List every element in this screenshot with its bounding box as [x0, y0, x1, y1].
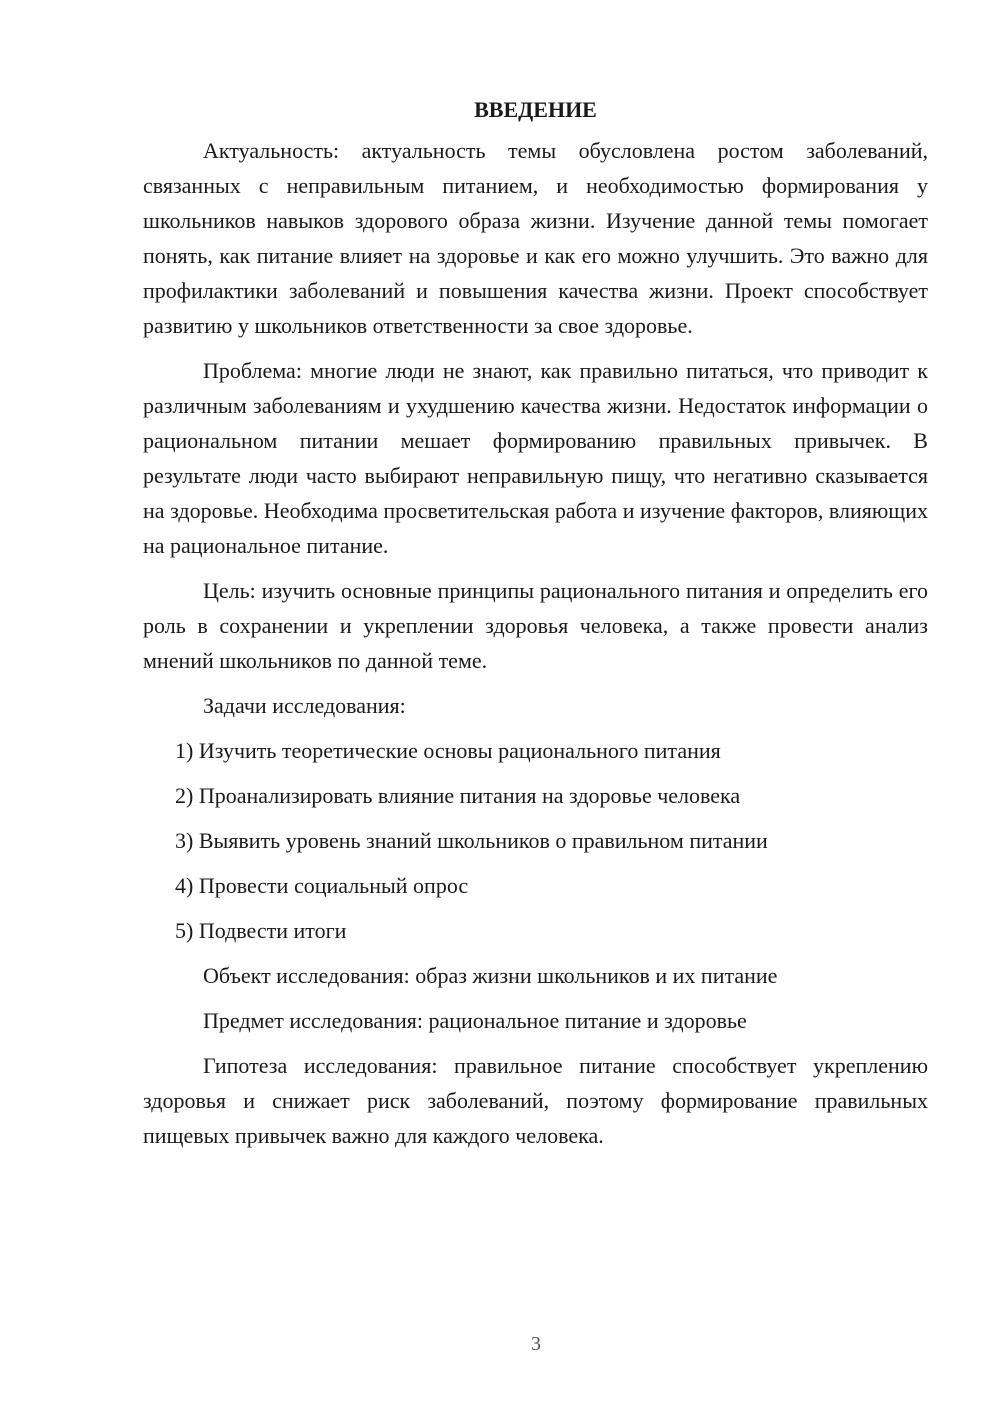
task-item: 1) Изучить теоретические основы рационального питания — [175, 738, 721, 763]
task-item: 2) Проанализировать влияние питания на здоровье человека — [175, 783, 741, 808]
relevance-paragraph: Актуальность: актуальность темы обусловлена ростом заболеваний, связанных с неправильным питанием, и необходимостью формирования у школьников навыков здорового образа жизни. Изучение данной темы помогает понять, как питание влияет на здоровье и как его можно улучшить. Это важно для профилактики заболеваний и повышения качества жизни. Проект способствует развитию у школьников ответственности за свое здоровье. — [143, 138, 928, 338]
page-content — [143, 95, 928, 1163]
object-paragraph: Объект исследования: образ жизни школьников и их питание — [203, 963, 778, 988]
task-item: 3) Выявить уровень знаний школьников о правильном питании — [175, 828, 768, 853]
tasks-heading: Задачи исследования: — [203, 693, 406, 718]
task-item: 5) Подвести итоги — [175, 918, 347, 943]
section-title: ВВЕДЕНИЕ — [474, 97, 597, 122]
goal-paragraph: Цель: изучить основные принципы рационального питания и определить его роль в сохранении и укреплении здоровья человека, а также провести анализ мнений школьников по данной теме. — [143, 578, 928, 673]
task-item: 4) Провести социальный опрос — [175, 873, 469, 898]
page-number: 3 — [531, 1333, 541, 1355]
hypothesis-paragraph: Гипотеза исследования: правильное питание способствует укреплению здоровья и снижает риск заболеваний, поэтому формирование правильных пищевых привычек важно для каждого человека. — [143, 1053, 928, 1148]
tasks-list — [143, 733, 928, 948]
problem-paragraph: Проблема: многие люди не знают, как правильно питаться, что приводит к различным заболеваниям и ухудшению качества жизни. Недостаток информации о рациональном питании мешает формированию правильных привычек. В результате люди часто выбирают неправильную пищу, что негативно сказывается на здоровье. Необходима просветительская работа и изучение факторов, влияющих на рациональное питание. — [143, 358, 928, 558]
subject-paragraph: Предмет исследования: рациональное питание и здоровье — [203, 1008, 747, 1033]
